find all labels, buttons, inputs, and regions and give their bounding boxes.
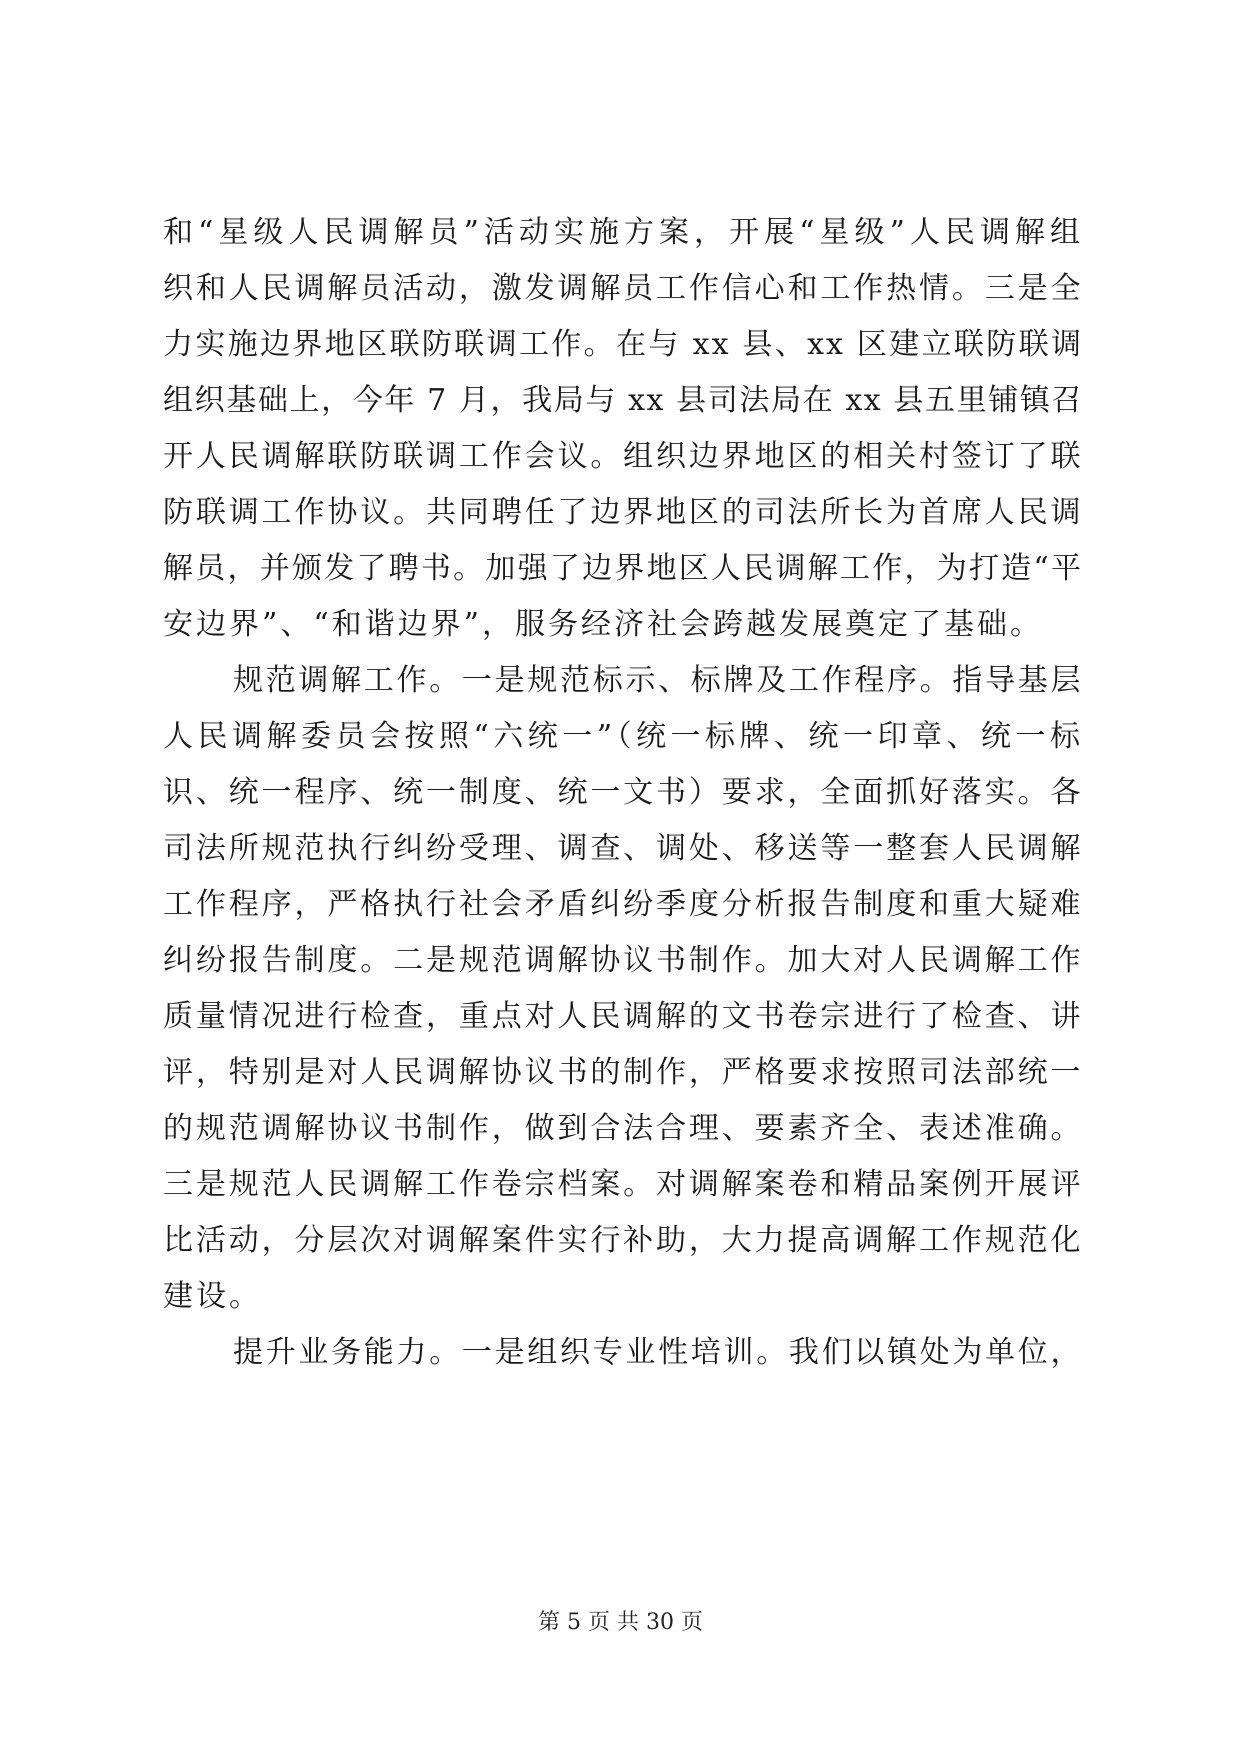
- body-text-line: 开人民调解联防联调工作会议。组织边界地区的相关村签订了联: [163, 439, 1083, 474]
- body-text-line: 力实施边界地区联防联调工作。在与 xx 县、xx 区建立联防联调: [163, 327, 1083, 362]
- body-text-line: 防联调工作协议。共同聘任了边界地区的司法所长为首席人民调: [163, 495, 1083, 530]
- body-text-line: 质量情况进行检查，重点对人民调解的文书卷宗进行了检查、讲: [163, 999, 1083, 1034]
- page-number-footer: 第 5 页 共 30 页: [538, 1610, 703, 1635]
- body-text-line: 识、统一程序、统一制度、统一文书）要求，全面抓好落实。各: [163, 775, 1083, 810]
- body-text-line: 工作程序，严格执行社会矛盾纠纷季度分析报告制度和重大疑难: [163, 887, 1083, 922]
- body-text-line: 评，特别是对人民调解协议书的制作，严格要求按照司法部统一: [163, 1055, 1083, 1090]
- paragraph-start-line: 规范调解工作。一是规范标示、标牌及工作程序。指导基层: [233, 663, 1083, 698]
- body-text-line: 比活动，分层次对调解案件实行补助，大力提高调解工作规范化: [163, 1223, 1083, 1258]
- body-text-line: 司法所规范执行纠纷受理、调查、调处、移送等一整套人民调解: [163, 831, 1083, 866]
- body-text-line: 织和人民调解员活动，激发调解员工作信心和工作热情。三是全: [163, 271, 1083, 306]
- paragraph-start-line: 提升业务能力。一是组织专业性培训。我们以镇处为单位，: [233, 1335, 1083, 1370]
- body-text-line: 人民调解委员会按照“六统一”（统一标牌、统一印章、统一标: [163, 719, 1083, 754]
- body-text-line: 三是规范人民调解工作卷宗档案。对调解案卷和精品案例开展评: [163, 1167, 1083, 1202]
- body-text-line: 和“星级人民调解员”活动实施方案，开展“星级”人民调解组: [163, 215, 1083, 250]
- body-text-line: 建设。: [163, 1279, 262, 1314]
- body-text-line: 的规范调解协议书制作，做到合法合理、要素齐全、表述准确。: [163, 1111, 1083, 1146]
- body-text-line: 纠纷报告制度。二是规范调解协议书制作。加大对人民调解工作: [163, 943, 1083, 978]
- body-text-line: 安边界”、“和谐边界”，服务经济社会跨越发展奠定了基础。: [163, 607, 1044, 642]
- body-text-line: 解员，并颁发了聘书。加强了边界地区人民调解工作，为打造“平: [163, 551, 1083, 586]
- body-text-line: 组织基础上，今年 7 月，我局与 xx 县司法局在 xx 县五里铺镇召: [163, 383, 1083, 418]
